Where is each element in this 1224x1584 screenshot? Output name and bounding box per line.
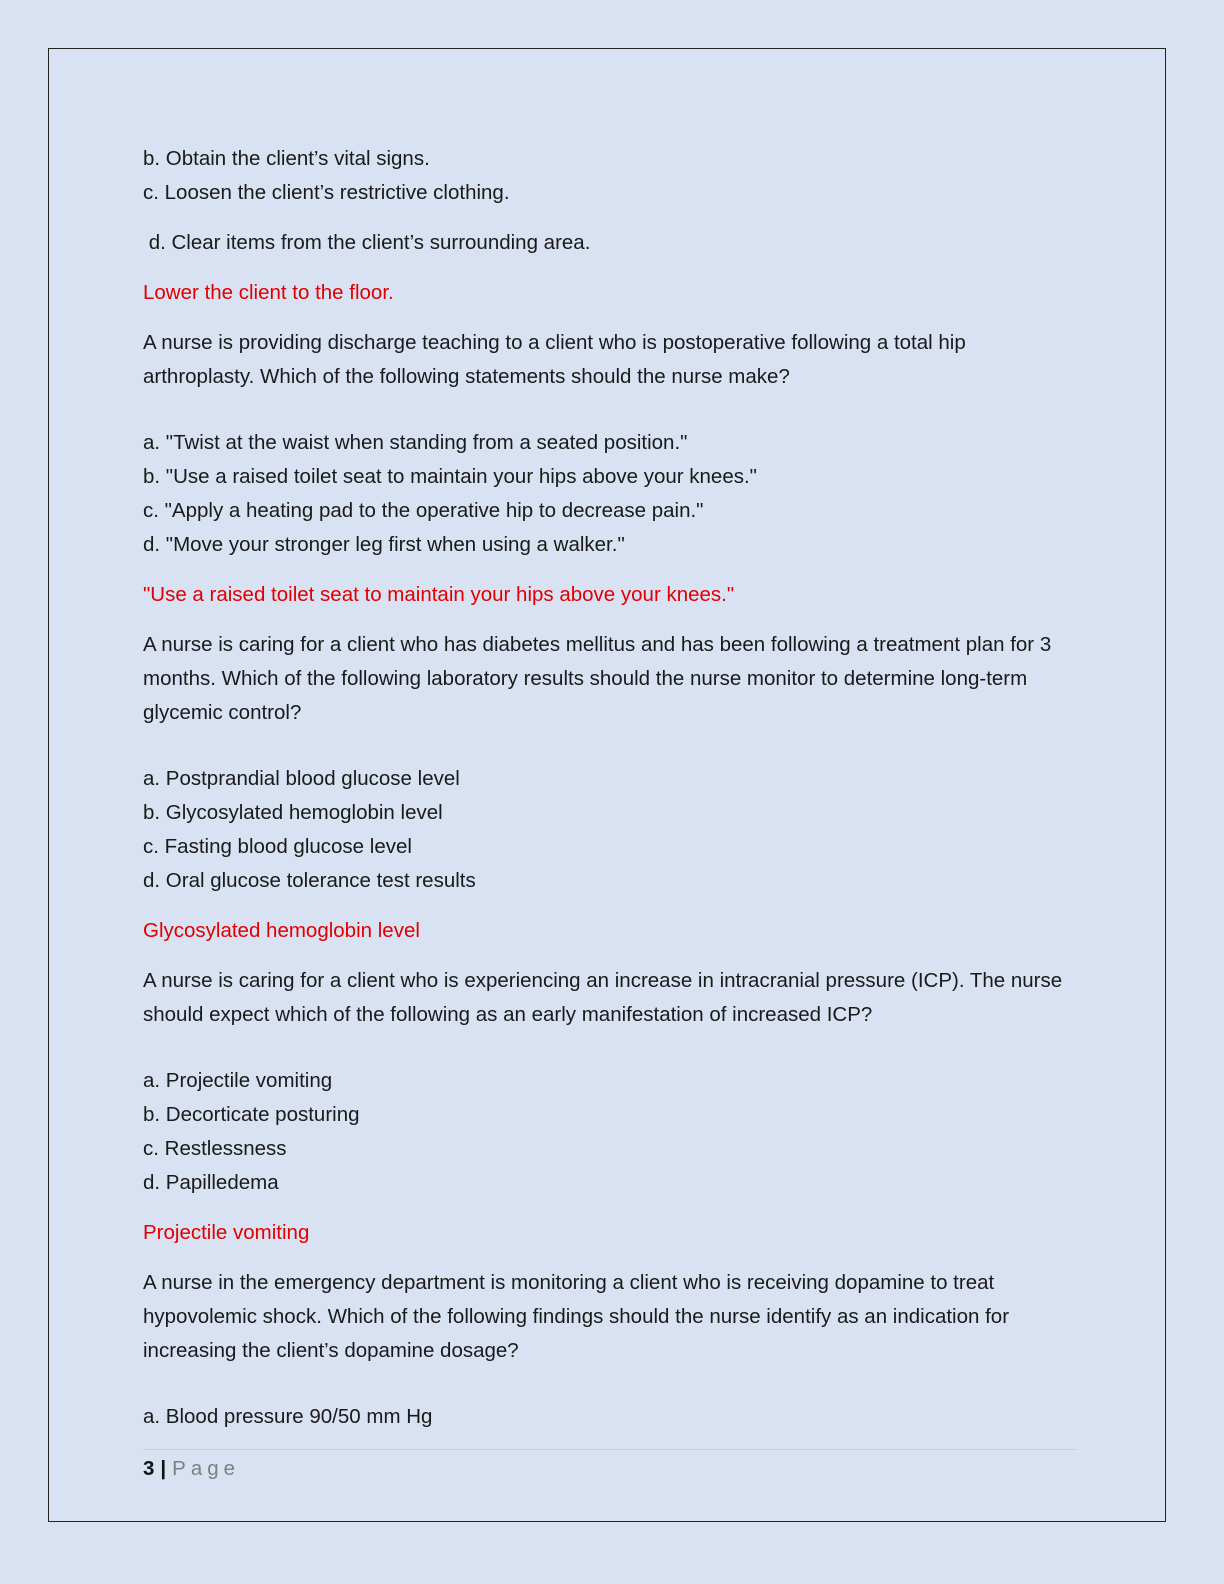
answer-text: Lower the client to the floor. xyxy=(143,281,394,304)
page-number: 3 xyxy=(143,1457,155,1480)
option-b: b. Obtain the client’s vital signs. xyxy=(143,147,430,170)
answer-text: Glycosylated hemoglobin level xyxy=(143,919,420,942)
option-b: b. Decorticate posturing xyxy=(143,1103,360,1126)
footer-separator: | xyxy=(160,1457,167,1480)
answer-text: Projectile vomiting xyxy=(143,1221,310,1244)
option-c: c. "Apply a heating pad to the operative hip to decrease pain." xyxy=(143,499,704,522)
option-d: d. Clear items from the client’s surrounding area. xyxy=(143,231,591,254)
option-a: a. Blood pressure 90/50 mm Hg xyxy=(143,1405,433,1428)
answer-text: "Use a raised toilet seat to maintain your hips above your knees." xyxy=(143,583,735,606)
question-stem: A nurse in the emergency department is monitoring a client who is receiving dopamine to treat hypovolemic shock. Which of the following findings should the nurse identify as an indication for increasing the client’s dopamine dosage? xyxy=(143,1271,1010,1362)
question-stem: A nurse is caring for a client who has diabetes mellitus and has been following a treatment plan for 3 months. Which of the following laboratory results should the nurse monitor to determine long-term glycemic control? xyxy=(143,633,1052,724)
option-d: d. "Move your stronger leg first when using a walker." xyxy=(143,533,625,556)
option-a: a. Projectile vomiting xyxy=(143,1069,333,1092)
option-b: b. "Use a raised toilet seat to maintain your hips above your knees." xyxy=(143,465,757,488)
option-b: b. Glycosylated hemoglobin level xyxy=(143,801,443,824)
option-d: d. Papilledema xyxy=(143,1171,279,1194)
option-a: a. "Twist at the waist when standing from a seated position." xyxy=(143,431,688,454)
option-c: c. Loosen the client’s restrictive clothing. xyxy=(143,181,510,204)
page-footer xyxy=(143,1452,240,1486)
question-stem: A nurse is caring for a client who is experiencing an increase in intracranial pressure (ICP). The nurse should expect which of the following as an early manifestation of increased ICP? xyxy=(143,969,1063,1026)
option-a: a. Postprandial blood glucose level xyxy=(143,767,460,790)
footer-divider xyxy=(143,1449,1078,1450)
option-d: d. Oral glucose tolerance test results xyxy=(143,869,476,892)
question-stem: A nurse is providing discharge teaching to a client who is postoperative following a total hip arthroplasty. Which of the following statements should the nurse make? xyxy=(143,331,966,388)
document-body xyxy=(143,142,1078,1434)
page-label: Page xyxy=(172,1457,241,1480)
option-c: c. Fasting blood glucose level xyxy=(143,835,412,858)
option-c: c. Restlessness xyxy=(143,1137,287,1160)
